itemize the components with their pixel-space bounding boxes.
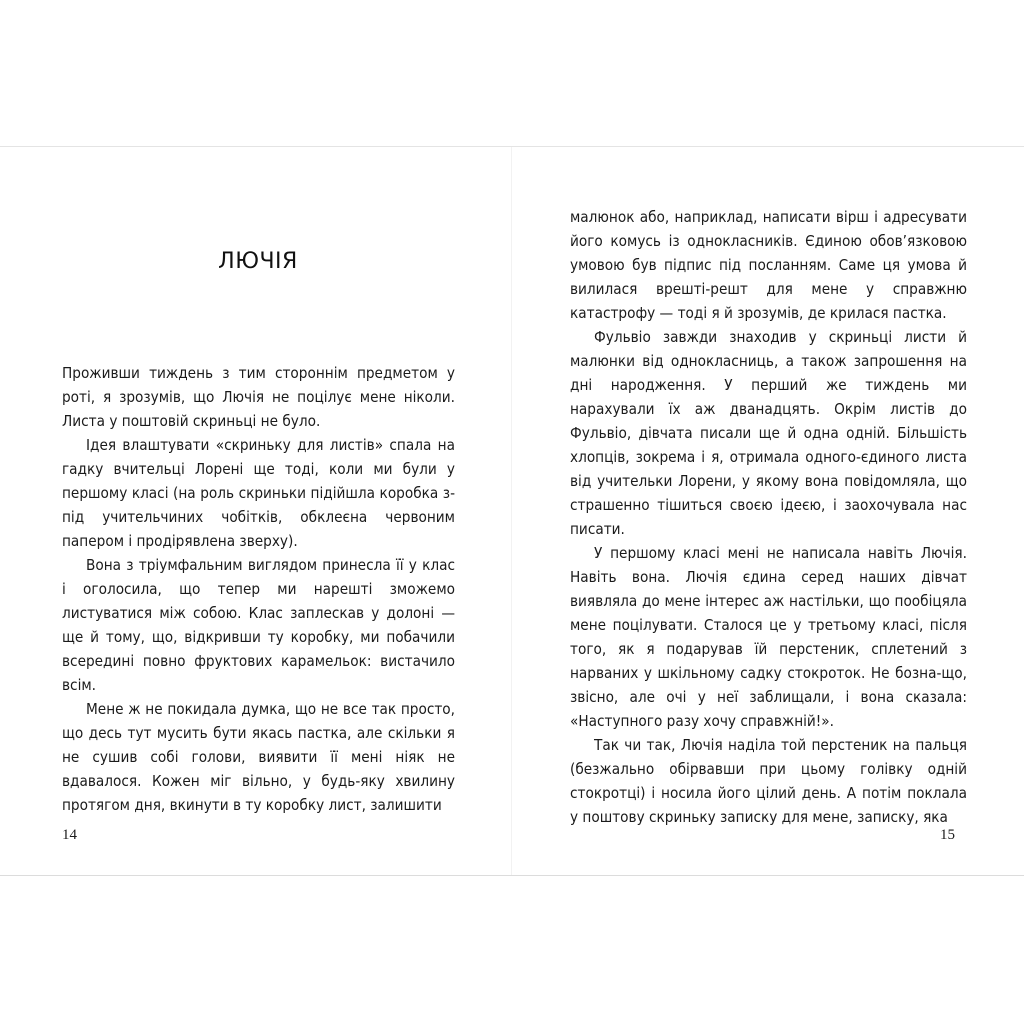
paragraph: Проживши тиждень з тим стороннім предметом у роті, я зрозумів, що Лючія не поцілує мене ніколи. Листа у поштовій скриньці не було.	[62, 364, 455, 430]
left-page	[0, 147, 512, 875]
paragraph: У першому класі мені не написала навіть Лючія. Навіть вона. Лючія єдина серед наших дівчат виявляла до мене інтерес аж настільки, що пообіцяла мене поцілувати. Сталося це у третьому класі, після того, як я подарував їй перстеник, сплетений з нарваних у шкільному садку стокроток. Не бозна-що, звісно, але очі у неї заблищали, і вона сказала: «Наступного разу хочу справжній!».	[570, 544, 967, 730]
paragraph: малюнок або, наприклад, написати вірш і адресувати його комусь із однокласників. Єдиною обов’язковою умовою був підпис під посланням. Саме ця умова й вилилася врешті-решт для мене у справжню катастрофу — тоді я й зрозумів, де крилася пастка.	[570, 208, 967, 322]
page-number-right: 15	[940, 827, 955, 843]
chapter-title: ЛЮЧІЯ	[218, 249, 298, 274]
left-page-body	[62, 361, 455, 817]
book-spread	[0, 146, 1024, 876]
paragraph: Так чи так, Лючія наділа той перстеник на пальця (безжально обірвавши при цьому голівку одній стокротці) і носила його цілий день. А потім поклала у поштову скриньку записку для мене, записку, яка	[570, 736, 967, 826]
paragraph: Фульвіо завжди знаходив у скриньці листи й малюнки від однокласниць, а також запрошення на дні народження. У перший же тиждень ми нарахували їх аж дванадцять. Окрім листів до Фульвіо, дівчата писали ще й одна одній. Більшість хлопців, зокрема і я, отримала одного-єдиного листа від учительки Лорени, у якому вона повідомляла, що страшенно тішиться своєю ідеєю, і заохочувала нас писати.	[570, 328, 967, 538]
right-page	[512, 147, 1024, 875]
paragraph: Мене ж не покидала думка, що не все так просто, що десь тут мусить бути якась пастка, але скільки я не сушив собі голови, виявити її мені ніяк не вдавалося. Кожен міг вільно, у будь-яку хвилину протягом дня, вкинути в ту коробку лист, залишити	[62, 700, 455, 814]
right-page-body	[570, 205, 967, 829]
paragraph: Ідея влаштувати «скриньку для листів» спала на гадку вчительці Лорені ще тоді, коли ми були у першому класі (на роль скриньки підійшла коробка з-під учительчиних чобітків, обклеєна червоним папером і продірявлена зверху).	[62, 436, 455, 550]
paragraph: Вона з тріумфальним виглядом принесла її у клас і оголосила, що тепер ми нарешті зможемо листуватися між собою. Клас заплескав у долоні — ще й тому, що, відкривши ту коробку, ми побачили всередині повно фруктових карамельок: вистачило всім.	[62, 556, 455, 694]
page-number-left: 14	[62, 827, 77, 843]
